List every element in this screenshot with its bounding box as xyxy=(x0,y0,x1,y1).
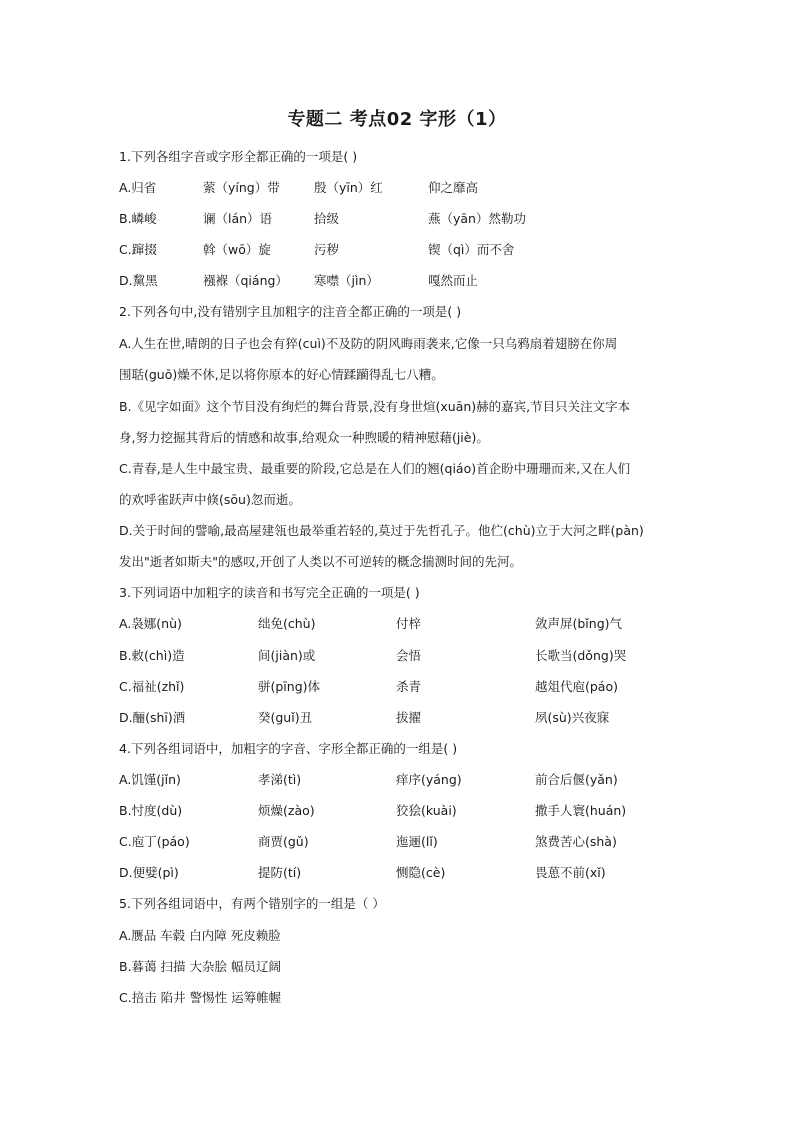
q1-d-4: 嘎然而止 xyxy=(428,273,479,288)
q3-d-2: 癸(guǐ)丑 xyxy=(258,710,313,725)
q1-c-4: 锲（qì）而不舍 xyxy=(428,242,515,257)
q2-line-6: 的欢呼雀跃声中倏(sōu)忽而逝。 xyxy=(119,492,301,507)
q4-a-2: 孝涕(tì) xyxy=(258,772,302,787)
q1-option-a xyxy=(119,178,679,196)
q1-a-1: A.归省 xyxy=(119,180,157,195)
q3-c-4: 越俎代庖(páo) xyxy=(535,679,618,694)
q2-line-4: 身,努力挖掘其背后的情感和故事,给观众一种煦暖的精神慰藉(jiè)。 xyxy=(119,430,489,445)
q4-option-d xyxy=(119,863,679,881)
q1-b-1: B.嶙峻 xyxy=(119,211,157,226)
q4-b-3: 狡狯(kuài) xyxy=(396,803,457,818)
q3-a-3: 付梓 xyxy=(396,616,422,631)
q4-option-a xyxy=(119,770,679,788)
q1-a-2: 萦（yíng）带 xyxy=(203,180,280,195)
q1-option-b xyxy=(119,209,679,227)
q3-b-4: 长歌当(dǒng)哭 xyxy=(535,648,627,663)
q1-b-3: 拾级 xyxy=(314,211,340,226)
q4-d-2: 提防(tí) xyxy=(258,865,302,880)
q4-c-3: 迤逦(lǐ) xyxy=(396,834,438,849)
q3-d-1: D.酾(shī)酒 xyxy=(119,710,186,725)
q2-stem: 2.下列各句中,没有错别字且加粗字的注音全都正确的一项是( ) xyxy=(119,304,462,319)
q1-a-4: 仰之靡高 xyxy=(428,180,479,195)
q3-option-a xyxy=(119,614,679,632)
q1-d-3: 寒噤（jìn） xyxy=(314,273,379,288)
q1-b-4: 燕（yān）然勒功 xyxy=(428,211,526,226)
q2-line-2: 围聒(guō)燥不休,足以将你原本的好心情蹂躏得乱七八糟。 xyxy=(119,367,444,382)
q3-d-4: 夙(sù)兴夜寐 xyxy=(535,710,610,725)
q3-stem: 3.下列词语中加粗字的读音和书写完全正确的一项是( ) xyxy=(119,585,420,600)
q4-a-3: 痒序(yáng) xyxy=(396,772,462,787)
q3-c-3: 杀青 xyxy=(396,679,422,694)
q1-d-2: 襁褓（qiáng） xyxy=(203,273,288,288)
q4-c-2: 商贾(gǔ) xyxy=(258,834,309,849)
page-title: 专题二 考点02 字形（1） xyxy=(287,109,507,130)
q3-b-2: 间(jiàn)或 xyxy=(258,648,316,663)
q1-b-2: 谰（lán）语 xyxy=(203,211,273,226)
q4-option-b xyxy=(119,801,679,819)
q4-option-c xyxy=(119,832,679,850)
q4-stem: 4.下列各组词语中，加粗字的字音、字形全都正确的一组是( ) xyxy=(119,741,458,756)
q4-a-1: A.饥馑(jǐn) xyxy=(119,772,181,787)
q1-c-2: 斡（wō）旋 xyxy=(203,242,271,257)
q1-c-1: C.蹿掇 xyxy=(119,242,157,257)
q1-stem: 1.下列各组字音或字形全都正确的一项是( ) xyxy=(119,149,358,164)
q3-a-4: 敛声屏(bǐng)气 xyxy=(535,616,623,631)
q3-d-3: 拔擢 xyxy=(396,710,422,725)
q3-option-d xyxy=(119,708,679,726)
q4-b-4: 撒手人寰(huán) xyxy=(535,803,627,818)
q1-d-1: D.黧黑 xyxy=(119,273,158,288)
q4-d-1: D.便嬖(pì) xyxy=(119,865,179,880)
q1-option-d xyxy=(119,271,679,289)
q4-d-3: 恻隐(cè) xyxy=(396,865,446,880)
q5-stem: 5.下列各组词语中，有两个错别字的一组是（ ） xyxy=(119,896,385,911)
q1-a-3: 殷（yīn）红 xyxy=(314,180,383,195)
q5-option-a: A.赝品 车毂 白内障 死皮赖脸 xyxy=(119,928,281,943)
q4-c-1: C.庖丁(páo) xyxy=(119,834,190,849)
q3-b-1: B.敕(chì)造 xyxy=(119,648,185,663)
q3-option-b xyxy=(119,646,679,664)
q2-line-3: B.《见字如面》这个节目没有绚烂的舞台背景,没有身世煊(xuān)赫的嘉宾,节目只关注文字本 xyxy=(119,399,631,414)
q4-b-2: 烦燥(zào) xyxy=(258,803,315,818)
q3-c-1: C.福祉(zhǐ) xyxy=(119,679,185,694)
q1-c-3: 污秽 xyxy=(314,242,340,257)
q3-b-3: 会悟 xyxy=(396,648,422,663)
q4-a-4: 前合后偃(yǎn) xyxy=(535,772,618,787)
q1-option-c xyxy=(119,240,679,258)
q3-a-1: A.袅娜(nù) xyxy=(119,616,182,631)
q4-b-1: B.忖度(dù) xyxy=(119,803,183,818)
q3-a-2: 绌免(chù) xyxy=(258,616,316,631)
q2-line-5: C.青春,是人生中最宝贵、最重要的阶段,它总是在人们的翘(qiáo)首企盼中珊珊而来,又在人们 xyxy=(119,461,631,476)
q2-line-7: D.关于时间的譬喻,最高屋建瓴也最举重若轻的,莫过于先哲孔子。他伫(chù)立于大河之畔(pàn) xyxy=(119,523,644,538)
q4-d-4: 畏葸不前(xǐ) xyxy=(535,865,606,880)
q3-option-c xyxy=(119,677,679,695)
q4-c-4: 煞费苦心(shà) xyxy=(535,834,617,849)
q5-option-b: B.暮蔼 扫描 大杂脍 幅员辽阔 xyxy=(119,959,281,974)
q2-line-8: 发出"逝者如斯夫"的感叹,开创了人类以不可逆转的概念揣测时间的先河。 xyxy=(119,554,522,569)
q3-c-2: 骈(pīng)体 xyxy=(258,679,321,694)
q5-option-c: C.掊击 陷井 警惕性 运筹帷幄 xyxy=(119,990,282,1005)
q2-line-1: A.人生在世,晴朗的日子也会有猝(cuì)不及防的阴风晦雨袭来,它像一只乌鸦扇着翅膀在你周 xyxy=(119,336,618,351)
